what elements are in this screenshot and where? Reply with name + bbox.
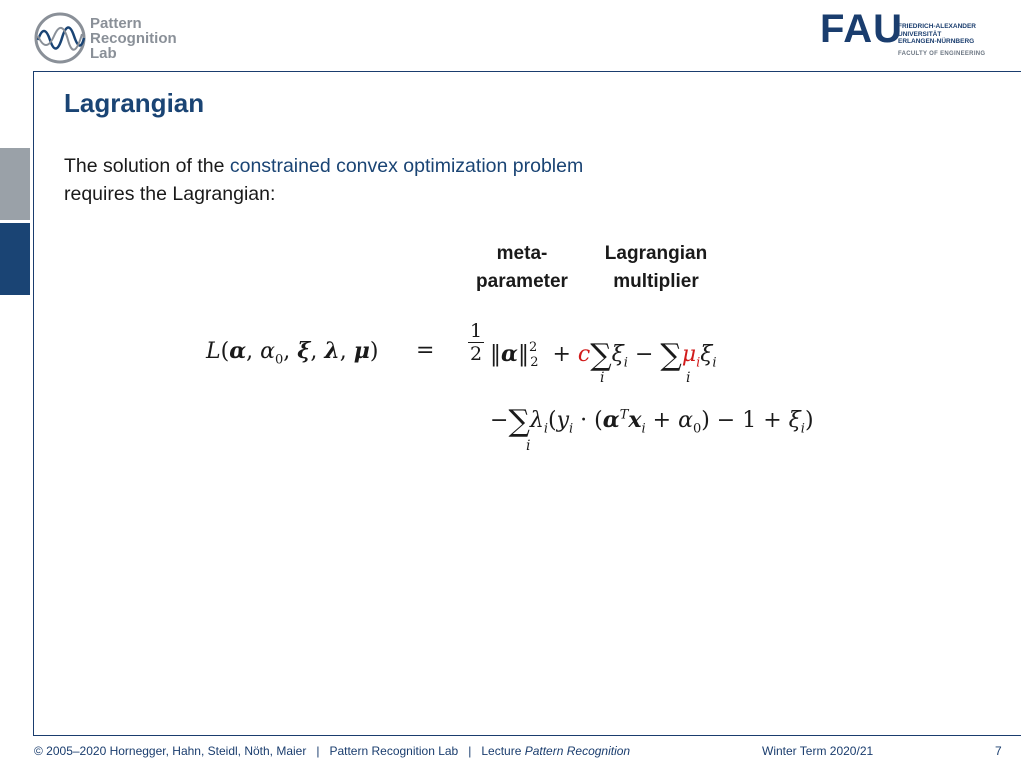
meta-parameter-label: meta- parameter [476, 243, 568, 292]
faculty-label: FACULTY OF ENGINEERING [898, 51, 986, 57]
equals-sign: = [416, 338, 435, 363]
lagrangian-lhs: L(α, $\alpha_0$, ξ, λ, μ) [206, 338, 379, 368]
sum-index-2: i [686, 370, 691, 386]
sum-index-1: i [600, 370, 605, 386]
fau-wordmark: FAU [820, 7, 903, 51]
footer-copyright: © 2005–2020 Hornegger, Hahn, Steidl, Nöth, Maier | Pattern Recognition Lab | Lecture Pattern Recognition [34, 744, 631, 758]
intro-text: The solution of the constrained convex optimization problem requires the Lagrangian: [64, 155, 584, 205]
pattern-recognition-lab-logo [34, 12, 177, 64]
rhs-line-2: $-\sum\lambda_i(y_i \cdot (\alpha^Tx_i + \alpha_0) - 1 + \xi_i)$ [490, 404, 814, 439]
lagrangian-multiplier-label: Lagrangian multiplier [604, 243, 708, 292]
lab-logo-icon [34, 12, 86, 64]
highlighted-term: constrained convex optimization problem [229, 155, 584, 177]
sum-index-3: i [526, 438, 531, 454]
side-tab-active [0, 223, 30, 295]
fraction-one-half: 1 2 [470, 320, 483, 365]
side-tab-grey [0, 148, 30, 220]
fau-university-name: FRIEDRICH-ALEXANDER UNIVERSITÄT ERLANGEN-NÜRNBERG [898, 23, 976, 45]
slide-title: Lagrangian [64, 88, 205, 118]
rhs-line-1: ‖α‖$^2_2$ + $c\sum\xi_i - \sum\mu_i\xi_i$ [490, 338, 717, 373]
lab-logo-text: Pattern Recognition Lab [90, 14, 177, 62]
page-number: 7 [995, 744, 1002, 758]
footer-term: Winter Term 2020/21 [762, 744, 874, 758]
